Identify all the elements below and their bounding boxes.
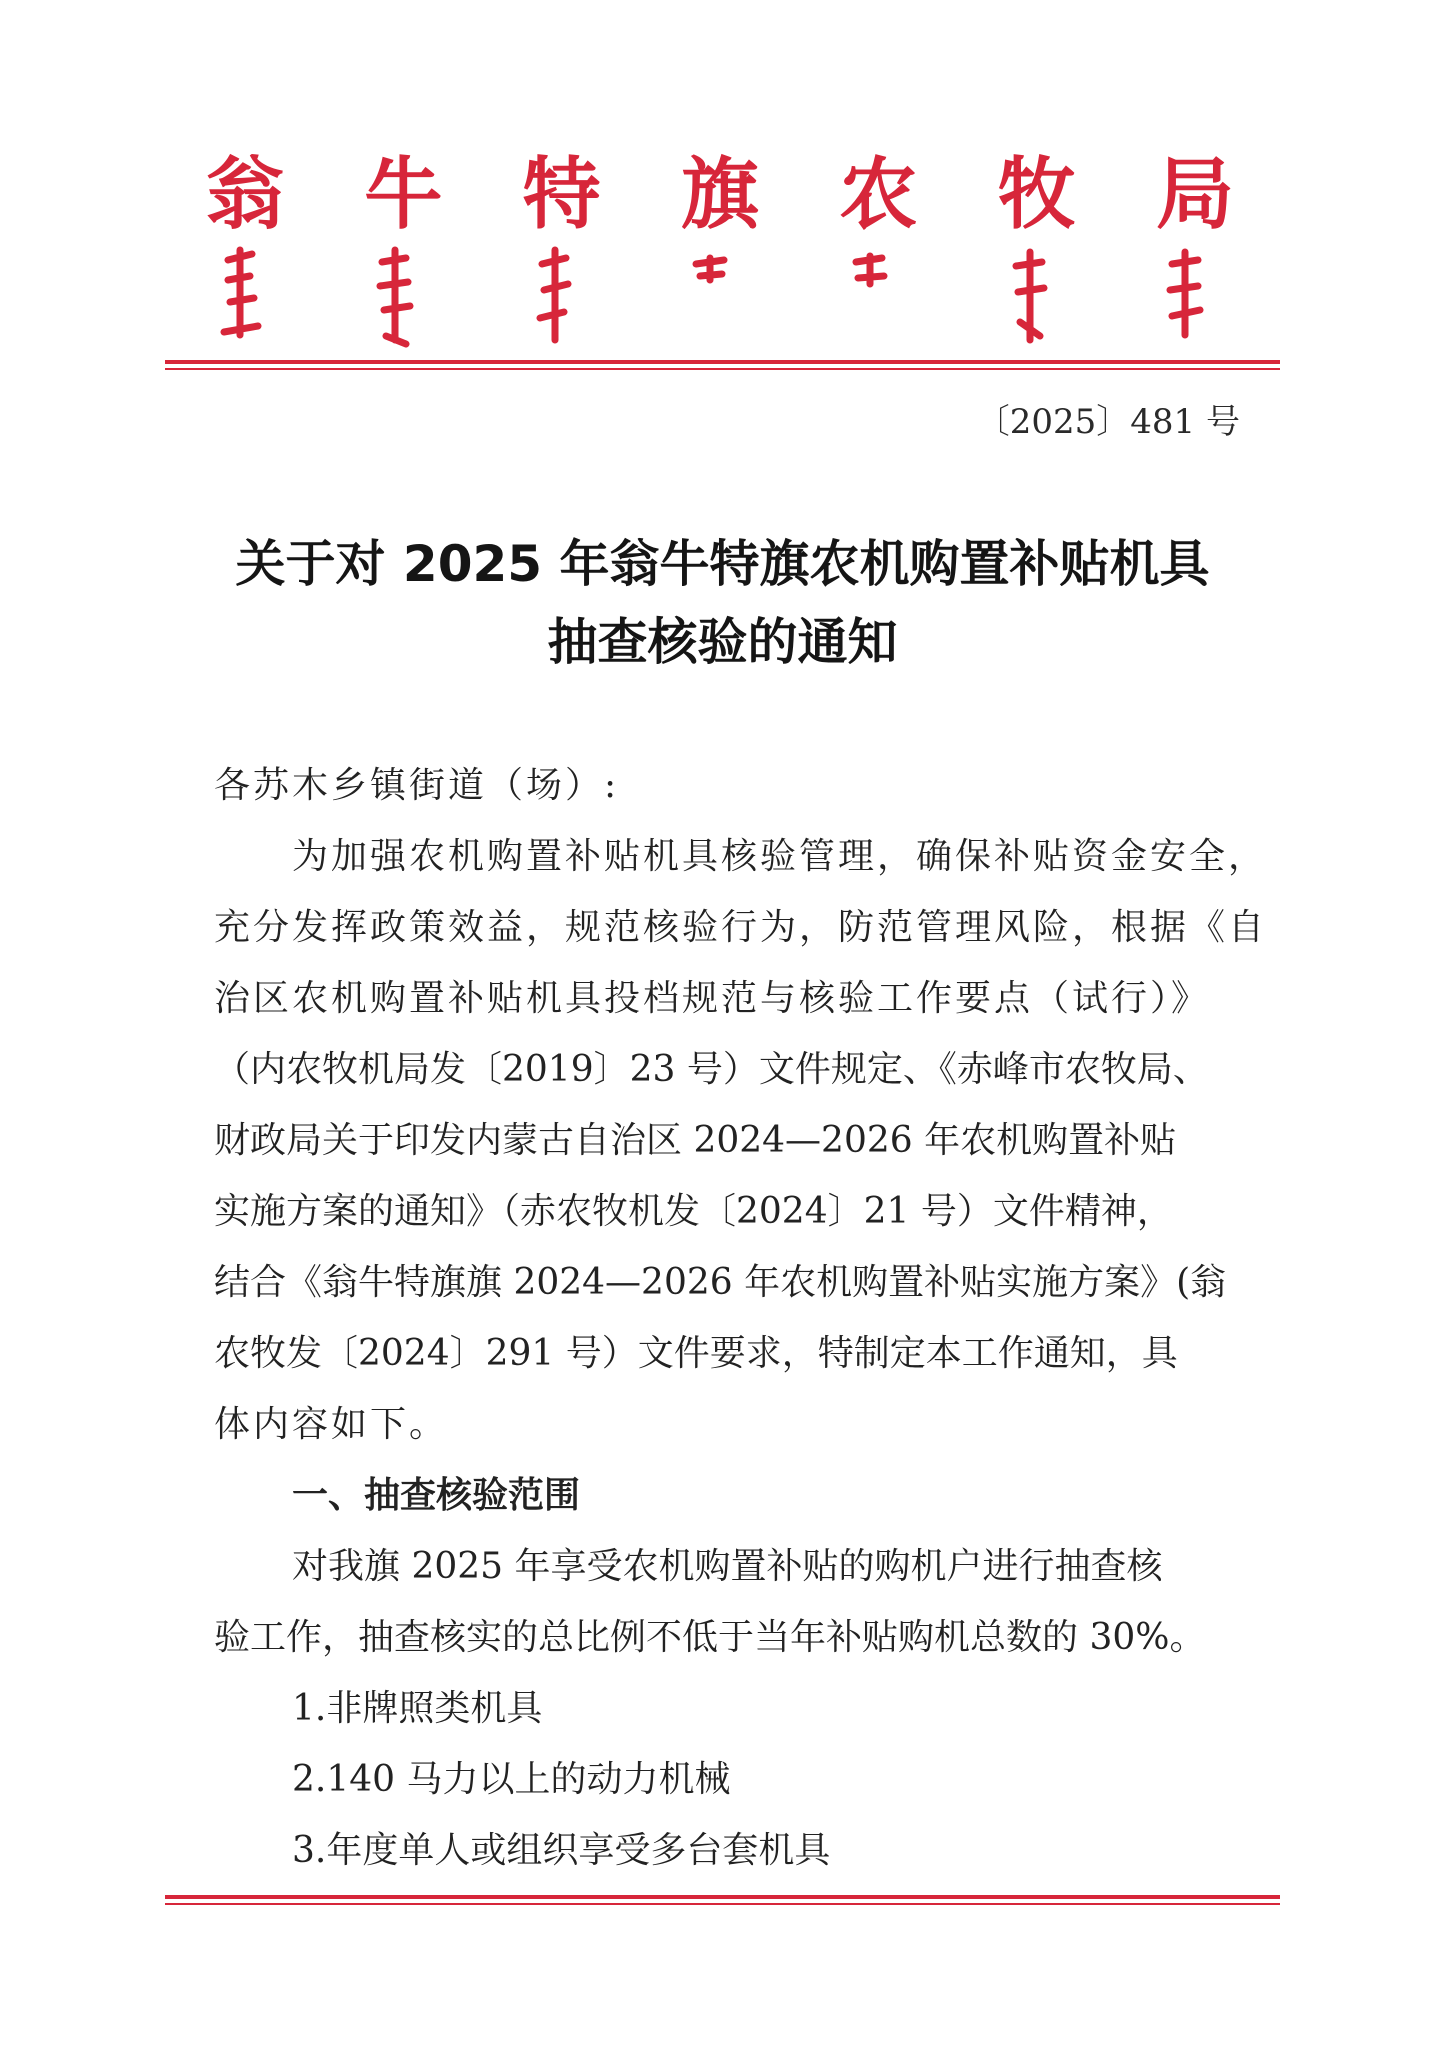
org-char: 局 [1155,150,1234,240]
footer-rule-thin [165,1903,1280,1905]
body-line: （内农牧机局发〔2019〕23 号）文件规定、《赤峰市农牧局、 [214,1049,1209,1090]
header-rule-thin [165,368,1280,370]
footer-rule-thick [165,1895,1280,1899]
section-heading: 一、抽查核验范围 [292,1475,581,1516]
org-char: 旗 [680,150,759,240]
document-number: 〔2025〕481 号 [975,402,1240,442]
section-line: 验工作，抽查核实的总比例不低于当年补贴购机总数的 30%。 [214,1617,1206,1658]
body-line: 为加强农机购置补贴机具核验管理，确保补贴资金安全， [292,836,1268,877]
body-line: 充分发挥政策效益，规范核验行为，防范管理风险，根据《自 [214,907,1268,948]
body-line: 体内容如下。 [214,1404,449,1445]
title-line-2: 抽查核验的通知 [547,613,898,671]
document-body [214,750,1274,1886]
body-line: 财政局关于印发内蒙古自治区 2024—2026 年农机购置补贴 [214,1120,1177,1161]
body-line: 实施方案的通知》（赤农牧机发〔2024〕21 号）文件精神， [214,1191,1173,1232]
body-line: 农牧发〔2024〕291 号）文件要求，特制定本工作通知，具 [214,1333,1178,1374]
org-char: 翁 [205,150,284,240]
org-char: 牧 [997,150,1076,240]
salutation: 各苏木乡镇街道（场）: [214,765,620,806]
title-line-1: 关于对 2025 年翁牛特旗农机购置补贴机具 [235,535,1210,593]
body-line: 治区农机购置补贴机具投档规范与核验工作要点（试行）》 [214,978,1211,1019]
list-item: 3.年度单人或组织享受多台套机具 [292,1830,831,1871]
header-rule-thick [165,360,1280,364]
list-item: 2.140 马力以上的动力机械 [292,1759,731,1800]
org-char: 牛 [364,150,443,240]
body-line: 结合《翁牛特旗旗 2024—2026 年农机购置补贴实施方案》(翁 [214,1262,1227,1303]
list-item: 1.非牌照类机具 [292,1688,543,1729]
org-name-mongolian-script [210,240,1230,350]
mongolian-script-graphic [210,240,1230,350]
document-title [150,525,1295,681]
org-char: 农 [839,150,918,240]
org-char: 特 [522,150,601,240]
org-name-chinese [200,150,1240,240]
section-line: 对我旗 2025 年享受农机购置补贴的购机户进行抽查核 [292,1546,1163,1587]
